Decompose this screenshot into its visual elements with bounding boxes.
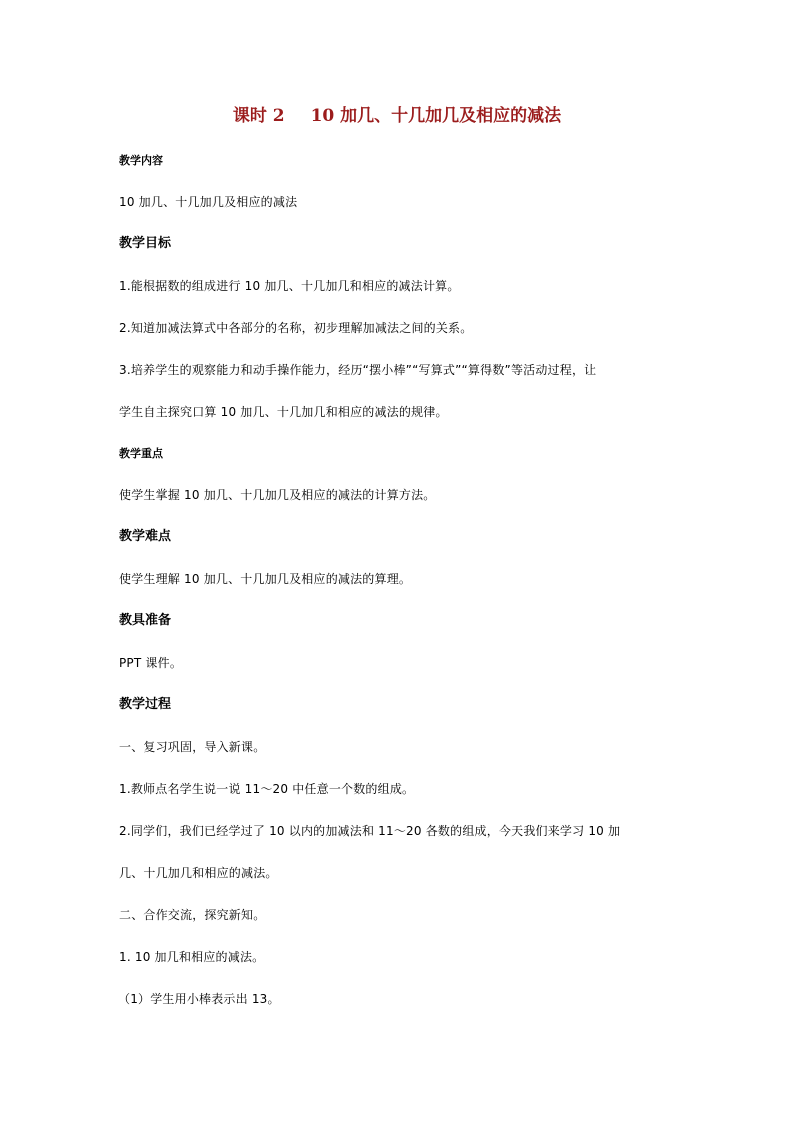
paragraph-process-step-1: 1.教师点名学生说一说 11～20 中任意一个数的组成。 bbox=[119, 782, 415, 796]
paragraph-objective-2: 2.知道加减法算式中各部分的名称，初步理解加减法之间的关系。 bbox=[119, 321, 473, 335]
paragraph-objective-1: 1.能根据数的组成进行 10 加几、十几加几和相应的减法计算。 bbox=[119, 279, 460, 293]
section-heading-teaching-aids: 教具准备 bbox=[119, 613, 172, 628]
title-lesson-topic: 10 加几、十几加几及相应的减法 bbox=[310, 106, 562, 126]
paragraph-process-step-2: 2.同学们，我们已经学过了 10 以内的加减法和 11～20 各数的组成，今天我们来学习 10 加 bbox=[119, 824, 621, 838]
paragraph-process-part-2: 二、合作交流，探究新知。 bbox=[119, 908, 266, 922]
section-heading-objectives: 教学目标 bbox=[119, 236, 172, 251]
paragraph-objective-3: 3.培养学生的观察能力和动手操作能力，经历“摆小棒”“写算式”“算得数”等活动过程，让 bbox=[119, 363, 597, 377]
paragraph-process-part-1: 一、复习巩固，导入新课。 bbox=[119, 740, 266, 754]
paragraph-objective-3-continued: 学生自主探究口算 10 加几、十几加几和相应的减法的规律。 bbox=[119, 405, 448, 419]
paragraph-key-points: 使学生掌握 10 加几、十几加几及相应的减法的计算方法。 bbox=[119, 488, 436, 502]
section-heading-content: 教学内容 bbox=[119, 154, 163, 167]
paragraph-content: 10 加几、十几加几及相应的减法 bbox=[119, 195, 298, 209]
section-heading-process: 教学过程 bbox=[119, 697, 172, 712]
document-title bbox=[0, 104, 794, 128]
title-lesson-number: 课时 2 bbox=[232, 106, 285, 126]
paragraph-process-subsection-1: 1. 10 加几和相应的减法。 bbox=[119, 950, 265, 964]
section-heading-difficulties: 教学难点 bbox=[119, 529, 172, 544]
paragraph-process-item-1: （1）学生用小棒表示出 13。 bbox=[118, 992, 280, 1006]
section-heading-key-points: 教学重点 bbox=[119, 447, 163, 460]
paragraph-process-step-2-continued: 几、十几加几和相应的减法。 bbox=[119, 866, 278, 880]
paragraph-teaching-aids: PPT 课件。 bbox=[119, 656, 183, 670]
paragraph-difficulties: 使学生理解 10 加几、十几加几及相应的减法的算理。 bbox=[119, 572, 412, 586]
